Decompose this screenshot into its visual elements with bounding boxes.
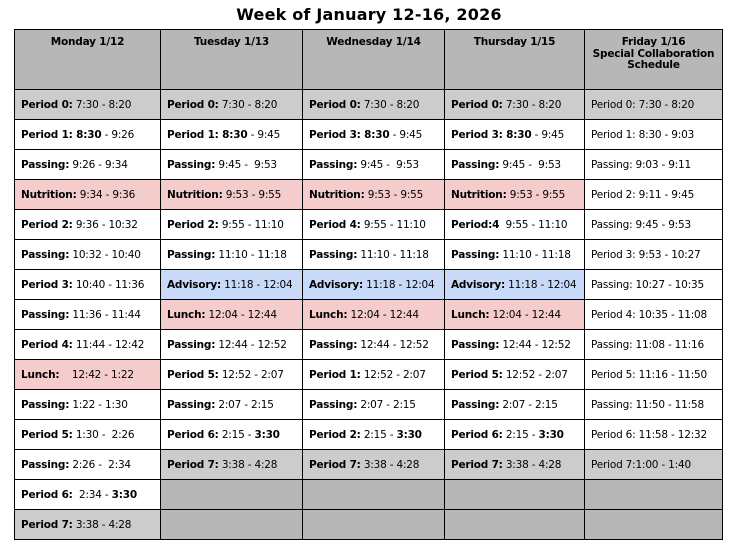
schedule-cell: [585, 420, 723, 450]
block-label: Period:4: [451, 218, 500, 231]
block-time: 11:50 - 11:58: [632, 398, 704, 411]
block-label: Passing:: [451, 338, 500, 351]
schedule-cell: [15, 90, 161, 120]
block-time: 7:30 - 8:20: [635, 98, 695, 111]
schedule-cell: [585, 90, 723, 120]
block-label: Period 0:: [309, 98, 361, 111]
block-time: 9:11 - 9:45: [635, 188, 695, 201]
schedule-cell: [303, 240, 445, 270]
schedule-cell: [161, 120, 303, 150]
schedule-cell: [585, 450, 723, 480]
schedule-cell: [585, 150, 723, 180]
schedule-cell: [445, 420, 585, 450]
empty-cell: [161, 510, 303, 540]
block-label: Period 6:: [591, 428, 636, 441]
schedule-cell: [15, 450, 161, 480]
block-time: 3:38 - 4:28: [360, 458, 420, 471]
block-label: Passing:: [167, 248, 216, 261]
block-label: Passing:: [309, 158, 358, 171]
schedule-cell: [445, 180, 585, 210]
block-time: 7:30 - 8:20: [502, 98, 562, 111]
block-label: Period 2:: [309, 428, 361, 441]
schedule-cell: [161, 450, 303, 480]
block-time: 12:04 - 12:44: [489, 308, 561, 321]
block-label: Passing:: [309, 248, 358, 261]
table-row: [15, 450, 723, 480]
schedule-cell: [303, 330, 445, 360]
block-label: Nutrition:: [309, 188, 365, 201]
block-time: 3:38 - 4:28: [502, 458, 562, 471]
block-time: - 9:45: [247, 128, 281, 141]
block-label: Passing:: [167, 338, 216, 351]
schedule-cell: [161, 270, 303, 300]
block-label: Passing:: [451, 158, 500, 171]
block-label: Lunch:: [451, 308, 490, 321]
block-time: 9:45 - 9:53: [499, 158, 561, 171]
table-row: [15, 240, 723, 270]
schedule-cell: [445, 270, 585, 300]
schedule-cell: [15, 330, 161, 360]
block-time: 2:15 -: [360, 428, 397, 441]
header-row: [15, 30, 723, 90]
empty-cell: [303, 510, 445, 540]
schedule-cell: [445, 360, 585, 390]
column-header: [303, 30, 445, 90]
block-time: 2:15 -: [502, 428, 539, 441]
schedule-cell: [303, 270, 445, 300]
empty-cell: [445, 480, 585, 510]
table-row: [15, 480, 723, 510]
block-time: 12:04 - 12:44: [205, 308, 277, 321]
table-row: [15, 300, 723, 330]
block-label: Nutrition:: [167, 188, 223, 201]
schedule-cell: [15, 180, 161, 210]
column-header: [585, 30, 723, 90]
block-label: Passing:: [21, 248, 70, 261]
block-label: Period 2:: [167, 218, 219, 231]
block-label: Passing:: [309, 398, 358, 411]
block-label: Period 4:: [309, 218, 361, 231]
block-label: Lunch:: [167, 308, 206, 321]
block-time: 11:08 - 11:16: [632, 338, 704, 351]
table-row: [15, 180, 723, 210]
block-label: Period 0:: [21, 98, 73, 111]
block-label: Period 6:: [167, 428, 219, 441]
block-label: Nutrition:: [451, 188, 507, 201]
table-row: [15, 390, 723, 420]
block-label: Passing:: [591, 338, 633, 351]
block-time: 9:45 - 9:53: [357, 158, 419, 171]
schedule-cell: [15, 420, 161, 450]
block-time: 9:53 - 10:27: [635, 248, 701, 261]
block-time: 11:10 - 11:18: [357, 248, 429, 261]
table-row: [15, 360, 723, 390]
block-label: Lunch:: [309, 308, 348, 321]
schedule-cell: [445, 210, 585, 240]
empty-cell: [445, 510, 585, 540]
column-header-line: Monday 1/12: [50, 36, 125, 48]
block-label: Period 1:: [309, 368, 361, 381]
schedule-cell: [445, 150, 585, 180]
block-start-time: 8:30: [218, 128, 248, 141]
block-label: Period 3:: [591, 248, 636, 261]
block-time: 10:27 - 10:35: [632, 278, 704, 291]
block-time: 3:38 - 4:28: [72, 518, 132, 531]
block-time: 9:55 - 11:10: [360, 218, 426, 231]
schedule-cell: [161, 330, 303, 360]
schedule-cell: [15, 390, 161, 420]
block-label: Period 0:: [167, 98, 219, 111]
block-label: Period 2:: [591, 188, 636, 201]
block-time: 7:30 - 8:20: [360, 98, 420, 111]
schedule-cell: [15, 300, 161, 330]
block-label: Period 5:: [591, 368, 636, 381]
block-label: Passing:: [21, 308, 70, 321]
block-label: Period 2:: [21, 218, 73, 231]
block-time: 2:07 - 2:15: [215, 398, 274, 411]
block-label: Lunch:: [21, 368, 60, 381]
schedule-cell: [445, 390, 585, 420]
block-time: 9:34 - 9:36: [76, 188, 136, 201]
schedule-cell: [585, 210, 723, 240]
block-label: Passing:: [21, 398, 70, 411]
block-time: 12:52 - 2:07: [218, 368, 284, 381]
block-time: 11:16 - 11:50: [635, 368, 708, 381]
table-row: [15, 90, 723, 120]
schedule-cell: [303, 90, 445, 120]
block-time: 11:18 - 12:04: [220, 278, 293, 291]
schedule-cell: [585, 330, 723, 360]
schedule-cell: [15, 150, 161, 180]
block-label: Advisory:: [451, 278, 505, 291]
block-label: Period 7:: [309, 458, 361, 471]
block-label: Passing:: [167, 398, 216, 411]
schedule-cell: [445, 90, 585, 120]
block-time: 12:44 - 12:52: [357, 338, 429, 351]
block-time: 12:04 - 12:44: [347, 308, 419, 321]
schedule-cell: [15, 510, 161, 540]
block-time: 3:38 - 4:28: [218, 458, 278, 471]
block-time: 2:07 - 2:15: [499, 398, 558, 411]
block-time: 9:53 - 9:55: [222, 188, 282, 201]
schedule-cell: [303, 300, 445, 330]
block-time: 12:44 - 12:52: [499, 338, 571, 351]
block-label: Passing:: [591, 278, 633, 291]
empty-cell: [585, 480, 723, 510]
block-time: - 9:26: [101, 128, 135, 141]
block-end-time: 3:30: [538, 428, 564, 441]
schedule-cell: [445, 300, 585, 330]
block-label: Period 5:: [451, 368, 503, 381]
schedule-cell: [303, 450, 445, 480]
block-label: Period 7:: [591, 458, 636, 471]
block-label: Advisory:: [309, 278, 363, 291]
block-end-time: 3:30: [254, 428, 280, 441]
block-label: Period 7:: [167, 458, 219, 471]
empty-cell: [161, 480, 303, 510]
block-label: Period 1:: [591, 128, 636, 141]
table-row: [15, 510, 723, 540]
schedule-cell: [585, 240, 723, 270]
block-start-time: 8:30: [502, 128, 532, 141]
block-time: - 9:45: [531, 128, 565, 141]
block-time: 9:26 - 9:34: [69, 158, 128, 171]
schedule-cell: [303, 150, 445, 180]
block-time: 1:00 - 1:40: [635, 458, 691, 471]
column-header-line: Special Collaboration: [592, 47, 715, 60]
block-time: 11:58 - 12:32: [635, 428, 708, 441]
block-label: Passing:: [451, 398, 500, 411]
schedule-cell: [445, 240, 585, 270]
schedule-cell: [161, 90, 303, 120]
schedule-cell: [161, 390, 303, 420]
schedule-cell: [585, 390, 723, 420]
schedule-table: [14, 29, 723, 540]
block-time: 10:35 - 11:08: [635, 308, 708, 321]
schedule-cell: [585, 360, 723, 390]
block-time: 9:03 - 9:11: [632, 158, 691, 171]
schedule-cell: [445, 120, 585, 150]
schedule-cell: [445, 330, 585, 360]
table-row: [15, 270, 723, 300]
block-label: Period 0:: [591, 98, 636, 111]
schedule-cell: [161, 300, 303, 330]
block-time: 11:18 - 12:04: [362, 278, 435, 291]
schedule-cell: [585, 180, 723, 210]
column-header-line: Thursday 1/15: [473, 36, 556, 48]
block-time: 2:34 -: [72, 488, 112, 501]
block-time: 11:36 - 11:44: [69, 308, 141, 321]
block-time: 11:10 - 11:18: [215, 248, 287, 261]
column-header-line: Tuesday 1/13: [194, 36, 269, 48]
block-time: 9:55 - 11:10: [218, 218, 284, 231]
schedule-cell: [303, 180, 445, 210]
block-time: 7:30 - 8:20: [218, 98, 278, 111]
block-time: 9:45 - 9:53: [215, 158, 277, 171]
schedule-cell: [303, 120, 445, 150]
column-header-line: Friday 1/16: [621, 36, 686, 48]
block-label: Passing:: [309, 338, 358, 351]
schedule-cell: [303, 420, 445, 450]
block-time: 7:30 - 8:20: [72, 98, 132, 111]
block-time: 9:45 - 9:53: [632, 218, 691, 231]
block-time: 11:18 - 12:04: [504, 278, 577, 291]
block-label: Passing:: [591, 398, 633, 411]
column-header: [445, 30, 585, 90]
block-start-time: 8:30: [360, 128, 390, 141]
block-label: Period 1:: [21, 128, 73, 141]
block-time: 12:42 - 1:22: [59, 368, 134, 381]
block-label: Period 5:: [21, 428, 73, 441]
block-time: 8:30 - 9:03: [635, 128, 695, 141]
block-label: Period 3:: [309, 128, 361, 141]
column-header-line: Schedule: [627, 59, 680, 71]
schedule-cell: [15, 240, 161, 270]
block-label: Passing:: [591, 218, 633, 231]
column-header: [15, 30, 161, 90]
empty-cell: [303, 480, 445, 510]
block-time: 2:07 - 2:15: [357, 398, 416, 411]
schedule-cell: [303, 210, 445, 240]
block-label: Period 4:: [591, 308, 636, 321]
schedule-cell: [585, 270, 723, 300]
schedule-cell: [161, 360, 303, 390]
schedule-body: [15, 90, 723, 540]
block-time: 2:26 - 2:34: [69, 458, 131, 471]
block-time: 10:40 - 11:36: [72, 278, 145, 291]
schedule-cell: [303, 390, 445, 420]
block-label: Period 3:: [21, 278, 73, 291]
block-label: Period 6:: [451, 428, 503, 441]
block-label: Period 3:: [451, 128, 503, 141]
schedule-cell: [15, 210, 161, 240]
block-time: 9:53 - 9:55: [364, 188, 424, 201]
block-label: Period 1:: [167, 128, 219, 141]
table-row: [15, 330, 723, 360]
table-row: [15, 120, 723, 150]
block-label: Period 0:: [451, 98, 503, 111]
block-label: Period 5:: [167, 368, 219, 381]
block-time: 10:32 - 10:40: [69, 248, 141, 261]
schedule-cell: [15, 360, 161, 390]
block-time: 11:10 - 11:18: [499, 248, 571, 261]
block-start-time: 8:30: [72, 128, 102, 141]
schedule-cell: [585, 120, 723, 150]
block-label: Passing:: [451, 248, 500, 261]
block-end-time: 3:30: [396, 428, 422, 441]
block-label: Period 7:: [21, 518, 73, 531]
block-label: Advisory:: [167, 278, 221, 291]
block-time: 9:53 - 9:55: [506, 188, 566, 201]
block-label: Nutrition:: [21, 188, 77, 201]
schedule-cell: [15, 120, 161, 150]
schedule-cell: [303, 360, 445, 390]
block-time: 1:30 - 2:26: [72, 428, 135, 441]
schedule-cell: [585, 300, 723, 330]
block-time: 12:52 - 2:07: [360, 368, 426, 381]
block-time: 12:52 - 2:07: [502, 368, 568, 381]
block-label: Period 6:: [21, 488, 73, 501]
schedule-cell: [161, 210, 303, 240]
block-label: Period 7:: [451, 458, 503, 471]
table-row: [15, 150, 723, 180]
block-time: - 9:45: [389, 128, 423, 141]
schedule-cell: [161, 180, 303, 210]
block-label: Passing:: [167, 158, 216, 171]
schedule-cell: [161, 420, 303, 450]
block-label: Passing:: [21, 458, 70, 471]
schedule-cell: [161, 240, 303, 270]
block-time: 11:44 - 12:42: [72, 338, 145, 351]
block-time: 2:15 -: [218, 428, 255, 441]
block-label: Passing:: [591, 158, 633, 171]
block-time: 9:36 - 10:32: [72, 218, 138, 231]
page-title: Week of January 12-16, 2026: [236, 5, 502, 24]
schedule-cell: [15, 480, 161, 510]
block-time: 9:55 - 11:10: [499, 218, 568, 231]
block-time: 12:44 - 12:52: [215, 338, 287, 351]
schedule-cell: [445, 450, 585, 480]
schedule-cell: [161, 150, 303, 180]
column-header: [161, 30, 303, 90]
column-header-line: Wednesday 1/14: [326, 36, 421, 48]
block-end-time: 3:30: [111, 488, 137, 501]
table-row: [15, 420, 723, 450]
empty-cell: [585, 510, 723, 540]
block-label: Period 4:: [21, 338, 73, 351]
schedule-cell: [15, 270, 161, 300]
table-row: [15, 210, 723, 240]
block-time: 1:22 - 1:30: [69, 398, 128, 411]
block-label: Passing:: [21, 158, 70, 171]
